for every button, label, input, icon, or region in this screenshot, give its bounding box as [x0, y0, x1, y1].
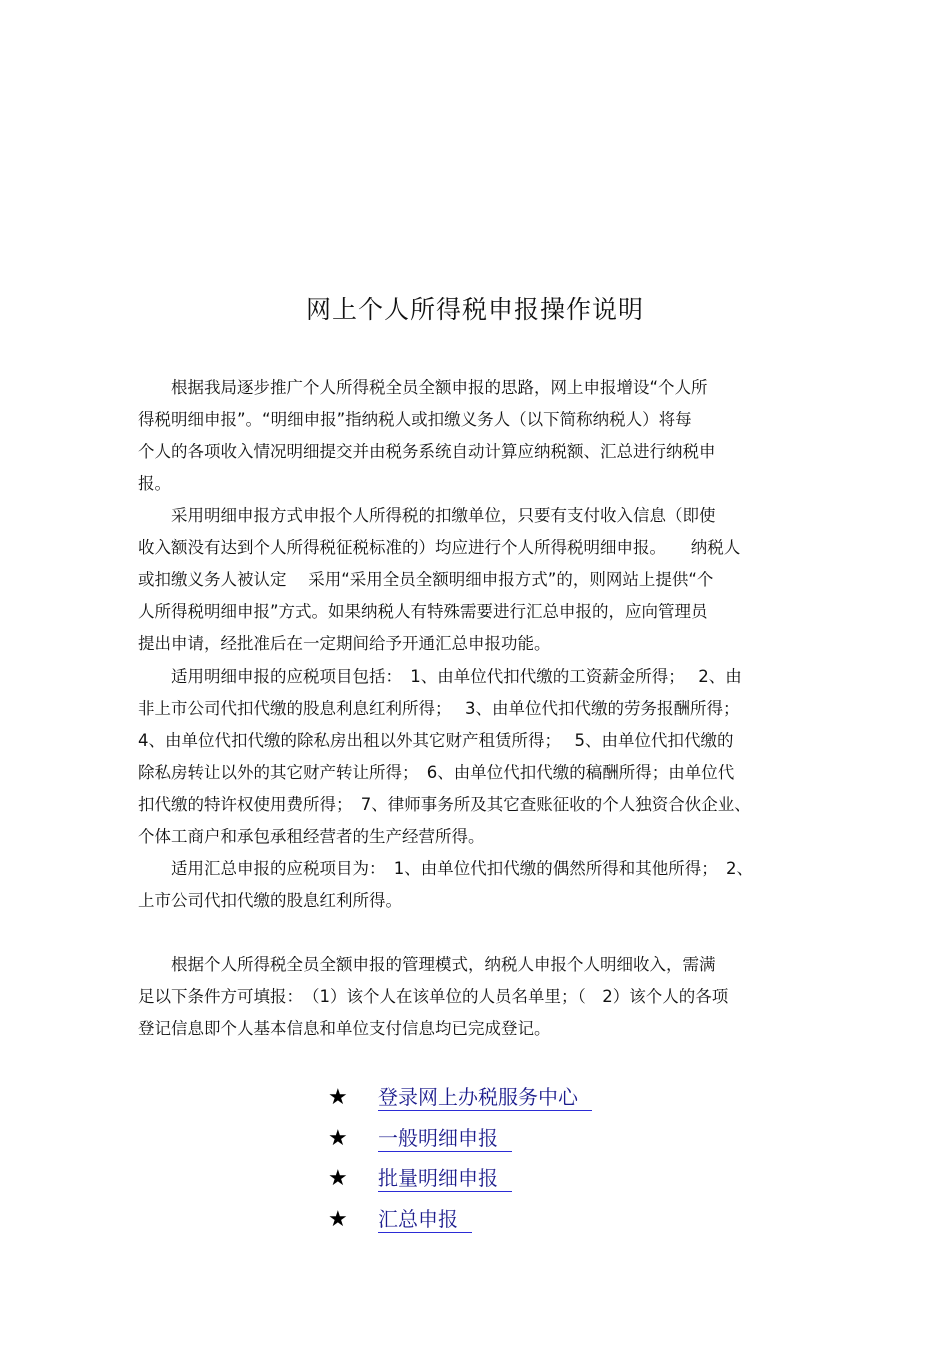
paragraph-line: 4、由单位代扣代缴的除私房出租以外其它财产租赁所得； 5、由单位代扣代缴的: [138, 731, 734, 750]
paragraph-line: 登记信息即个人基本信息和单位支付信息均已完成登记。: [138, 1019, 551, 1038]
paragraph-line: 根据个人所得税全员全额申报的管理模式，纳税人申报个人明细收入，需满: [138, 955, 716, 974]
paragraph-line: 扣代缴的特许权使用费所得； 7、律师事务所及其它查账征收的个人独资合伙企业、: [138, 795, 751, 814]
paragraph-line: 除私房转让以外的其它财产转让所得； 6、由单位代扣代缴的稿酬所得；由单位代: [138, 763, 735, 782]
page-title: 网上个人所得税申报操作说明: [305, 295, 644, 324]
link-item-batch: [328, 1163, 512, 1195]
paragraph-line: 提出申请，经批准后在一定期间给予开通汇总申报功能。: [138, 634, 551, 653]
link-login-service-center[interactable]: 登录网上办税服务中心: [378, 1084, 592, 1111]
link-item-summary: [328, 1204, 472, 1236]
link-item-general: [328, 1123, 512, 1155]
paragraph-line: 或扣缴义务人被认定 采用“采用全员全额明细申报方式”的，则网站上提供“个: [138, 570, 714, 589]
paragraph-line: 上市公司代扣代缴的股息红利所得。: [138, 891, 402, 910]
star-icon: ★: [328, 1207, 348, 1232]
paragraph-line: 非上市公司代扣代缴的股息利息红利所得； 3、由单位代扣代缴的劳务报酬所得；: [138, 699, 740, 718]
link-item-login: [328, 1082, 592, 1114]
link-general-detail-declaration[interactable]: 一般明细申报: [378, 1125, 512, 1152]
paragraph-line: 收入额没有达到个人所得税征税标准的）均应进行个人所得税明细申报。 纳税人: [138, 538, 741, 557]
paragraph-line: 适用汇总申报的应税项目为： 1、由单位代扣代缴的偶然所得和其他所得； 2、: [138, 859, 753, 878]
paragraph-line: 根据我局逐步推广个人所得税全员全额申报的思路，网上申报增设“个人所: [138, 378, 708, 397]
link-batch-detail-declaration[interactable]: 批量明细申报: [378, 1165, 512, 1192]
star-icon: ★: [328, 1085, 348, 1110]
link-summary-declaration[interactable]: 汇总申报: [378, 1206, 472, 1233]
paragraph-line: 适用明细申报的应税项目包括： 1、由单位代扣代缴的工资薪金所得； 2、由: [138, 667, 742, 686]
paragraph-line: 人所得税明细申报”方式。如果纳税人有特殊需要进行汇总申报的，应向管理员: [138, 602, 708, 621]
paragraph-line: 个人的各项收入情况明细提交并由税务系统自动计算应纳税额、汇总进行纳税申: [138, 442, 716, 461]
paragraph-line: 个体工商户和承包承租经营者的生产经营所得。: [138, 827, 485, 846]
paragraph-line: 得税明细申报”。“明细申报”指纳税人或扣缴义务人（以下简称纳税人）将每: [138, 410, 692, 429]
paragraph-line: 足以下条件方可填报： （1）该个人在该单位的人员名单里；（ 2）该个人的各项: [138, 987, 729, 1006]
paragraph-line: 报。: [138, 474, 171, 493]
paragraph-line: 采用明细申报方式申报个人所得税的扣缴单位，只要有支付收入信息（即使: [138, 506, 716, 525]
star-icon: ★: [328, 1126, 348, 1151]
star-icon: ★: [328, 1166, 348, 1191]
